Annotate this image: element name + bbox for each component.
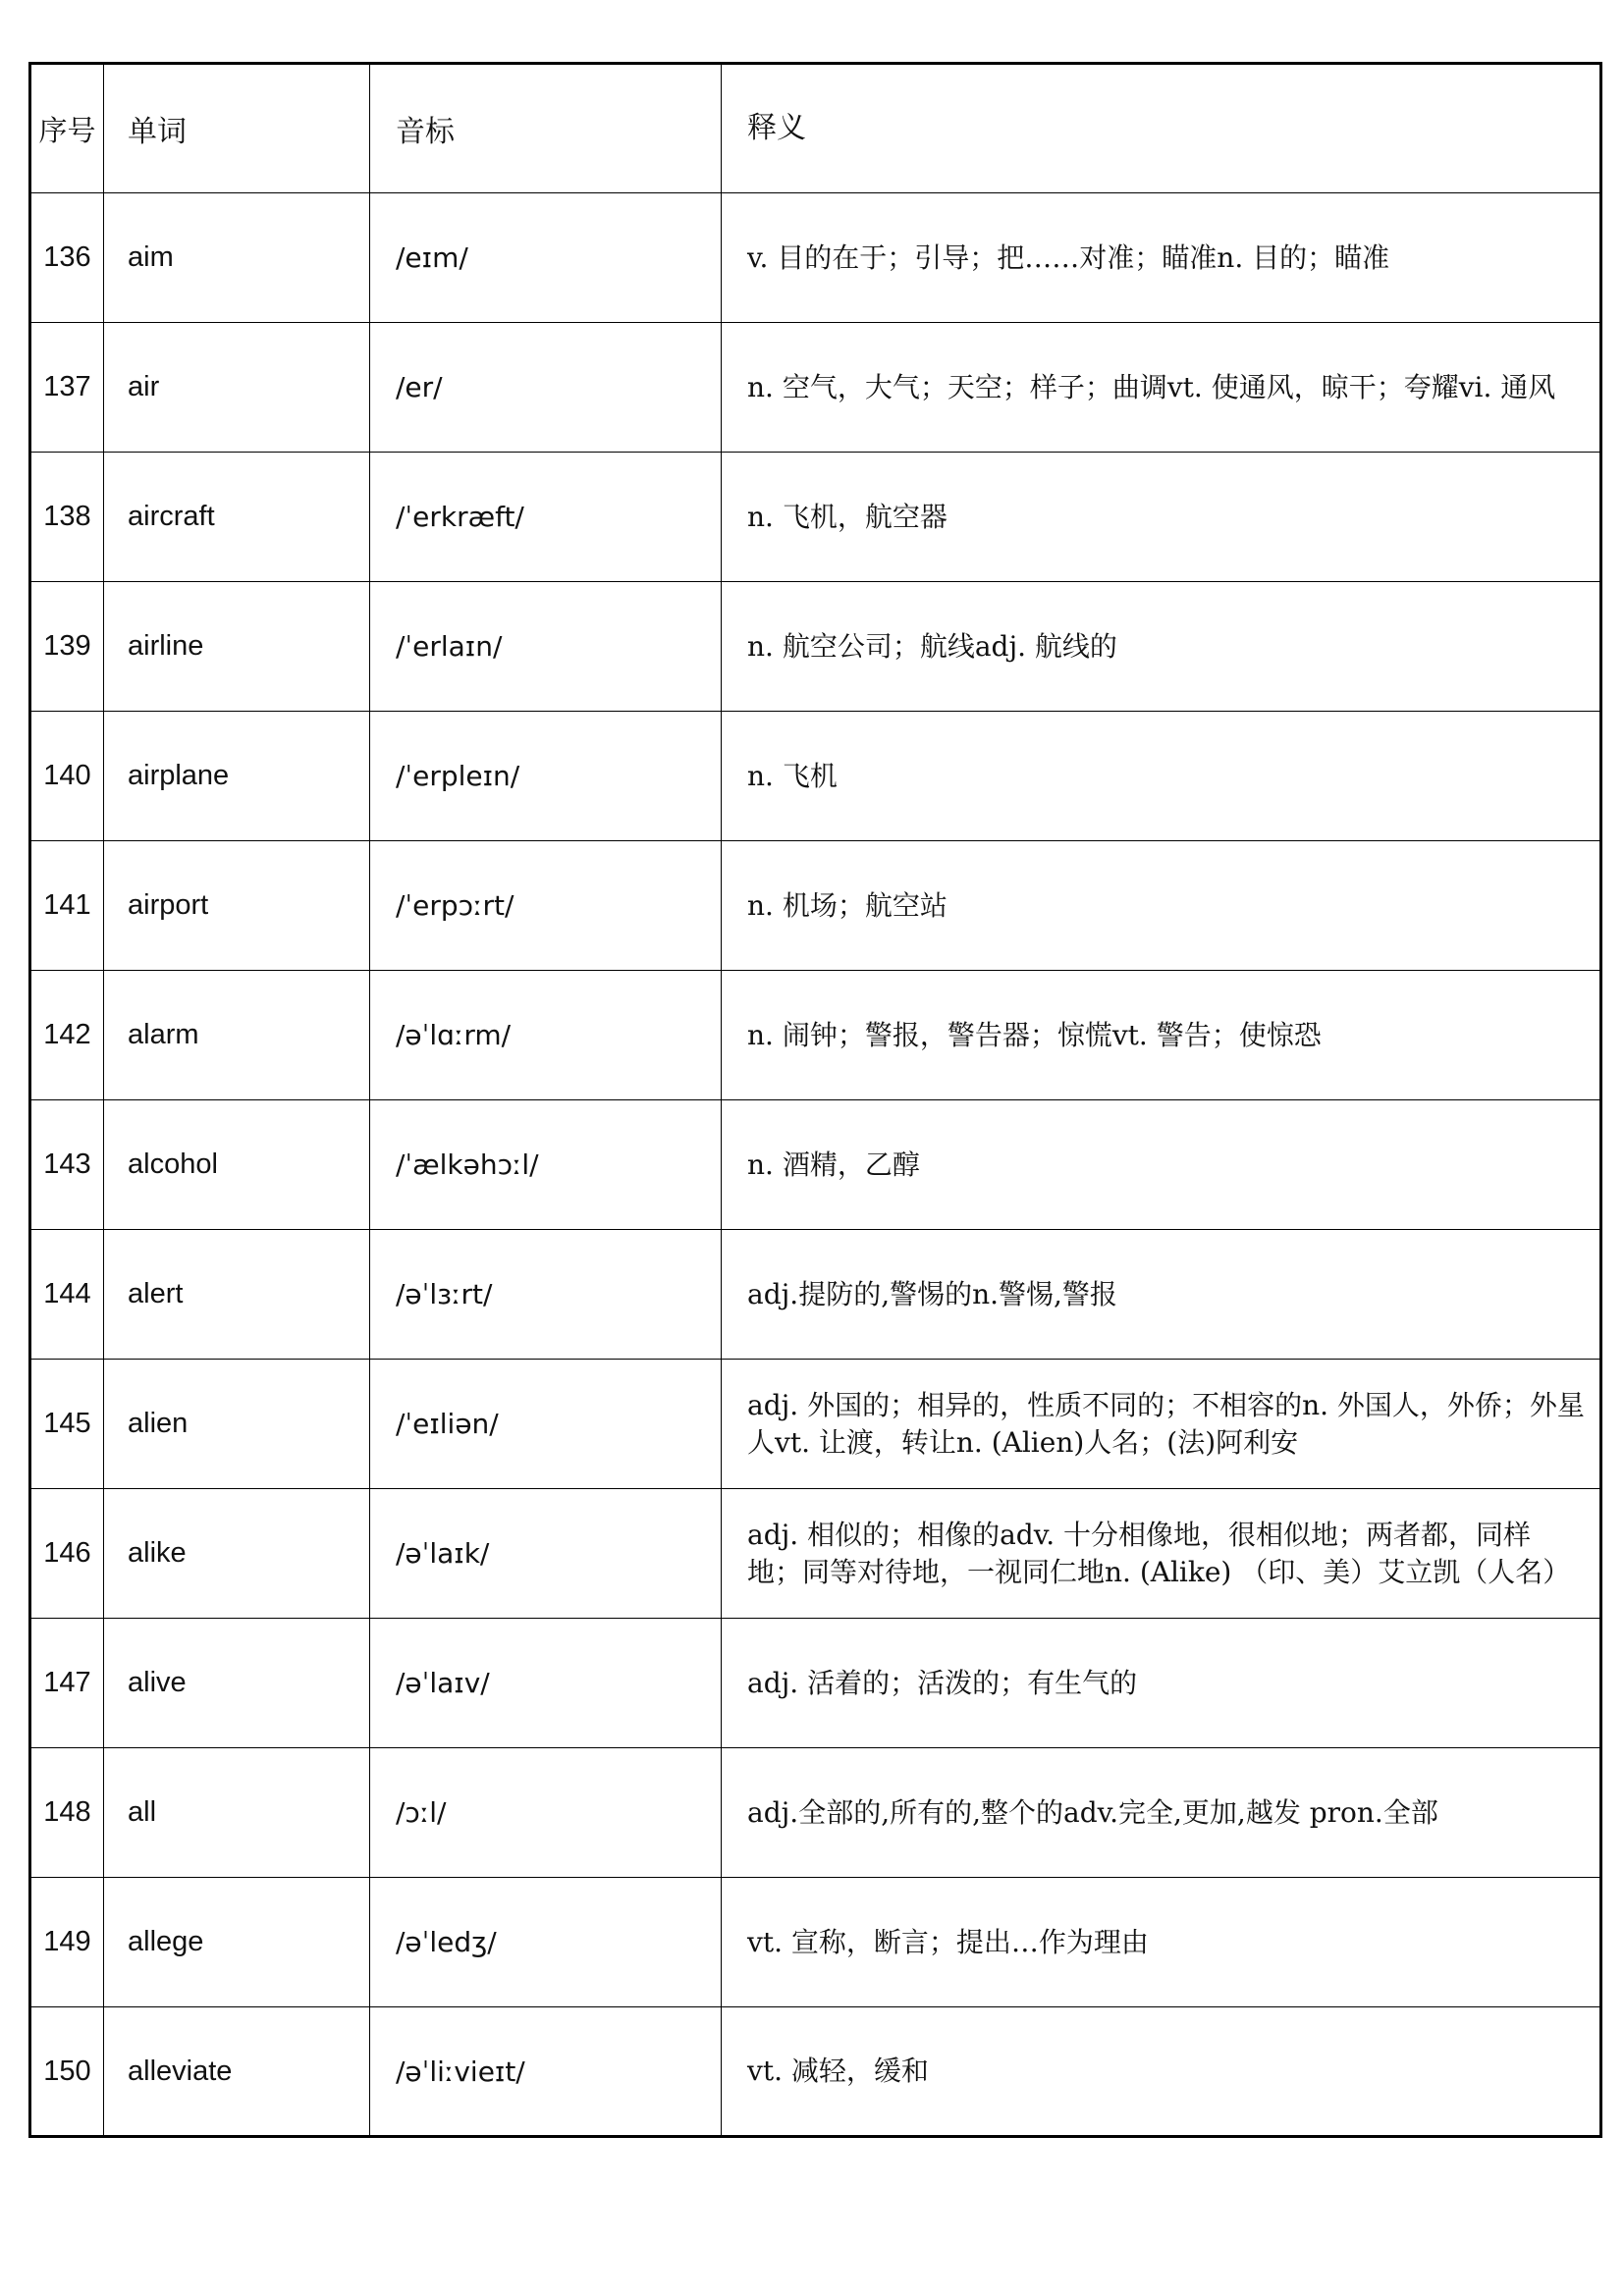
row-word: airline <box>104 582 370 712</box>
row-word: air <box>104 323 370 453</box>
row-meaning: n. 机场；航空站 <box>722 841 1601 971</box>
table-row <box>30 1489 1601 1619</box>
row-index: 148 <box>30 1748 104 1878</box>
row-meaning: n. 飞机，航空器 <box>722 453 1601 582</box>
row-meaning: n. 飞机 <box>722 712 1601 841</box>
row-meaning: vt. 宣称，断言；提出…作为理由 <box>722 1878 1601 2007</box>
table-row <box>30 1360 1601 1489</box>
row-index: 145 <box>30 1360 104 1489</box>
row-meaning: adj.提防的,警惕的n.警惕,警报 <box>722 1230 1601 1360</box>
table-row <box>30 712 1601 841</box>
table-row <box>30 1748 1601 1878</box>
row-index: 149 <box>30 1878 104 2007</box>
row-phonetic: /er/ <box>370 323 722 453</box>
row-phonetic: /əˈlɜːrt/ <box>370 1230 722 1360</box>
table-row <box>30 2007 1601 2137</box>
row-meaning: adj. 活着的；活泼的；有生气的 <box>722 1619 1601 1748</box>
row-phonetic: /əˈledʒ/ <box>370 1878 722 2007</box>
row-phonetic: /ˈerpleɪn/ <box>370 712 722 841</box>
row-word: alive <box>104 1619 370 1748</box>
row-index: 136 <box>30 193 104 323</box>
header-index: 序号 <box>30 64 104 193</box>
table-row <box>30 1230 1601 1360</box>
row-meaning: adj. 外国的；相异的，性质不同的；不相容的n. 外国人，外侨；外星人vt. 让渡，转让n. (Alien)人名；(法)阿利安 <box>722 1360 1601 1489</box>
row-phonetic: /əˈlɑːrm/ <box>370 971 722 1100</box>
row-index: 150 <box>30 2007 104 2137</box>
header-phonetic: 音标 <box>370 64 722 193</box>
row-word: all <box>104 1748 370 1878</box>
table-row <box>30 841 1601 971</box>
row-meaning: n. 空气，大气；天空；样子；曲调vt. 使通风，晾干；夸耀vi. 通风 <box>722 323 1601 453</box>
row-phonetic: /eɪm/ <box>370 193 722 323</box>
row-word: alert <box>104 1230 370 1360</box>
table-row <box>30 1100 1601 1230</box>
row-phonetic: /əˈlaɪk/ <box>370 1489 722 1619</box>
row-index: 139 <box>30 582 104 712</box>
row-phonetic: /ˈeɪliən/ <box>370 1360 722 1489</box>
row-index: 146 <box>30 1489 104 1619</box>
row-phonetic: /əˈliːvieɪt/ <box>370 2007 722 2137</box>
vocabulary-table <box>28 62 1602 2138</box>
row-meaning: n. 酒精，乙醇 <box>722 1100 1601 1230</box>
row-index: 138 <box>30 453 104 582</box>
row-word: aircraft <box>104 453 370 582</box>
table-row <box>30 323 1601 453</box>
table-row <box>30 971 1601 1100</box>
row-phonetic: /ˈerkræft/ <box>370 453 722 582</box>
row-word: alike <box>104 1489 370 1619</box>
row-index: 143 <box>30 1100 104 1230</box>
row-word: alien <box>104 1360 370 1489</box>
row-word: allege <box>104 1878 370 2007</box>
row-phonetic: /ɔːl/ <box>370 1748 722 1878</box>
row-meaning: adj. 相似的；相像的adv. 十分相像地，很相似地；两者都，同样地；同等对待地，一视同仁地n. (Alike) （印、美）艾立凯（人名） <box>722 1489 1601 1619</box>
table-header-row <box>30 64 1601 193</box>
row-phonetic: /ˈerpɔːrt/ <box>370 841 722 971</box>
row-word: airport <box>104 841 370 971</box>
row-phonetic: /əˈlaɪv/ <box>370 1619 722 1748</box>
table-row <box>30 193 1601 323</box>
header-meaning: 释义 <box>722 64 1601 193</box>
row-word: airplane <box>104 712 370 841</box>
row-index: 147 <box>30 1619 104 1748</box>
row-meaning: v. 目的在于；引导；把……对准；瞄准n. 目的；瞄准 <box>722 193 1601 323</box>
row-index: 142 <box>30 971 104 1100</box>
row-index: 141 <box>30 841 104 971</box>
row-phonetic: /ˈerlaɪn/ <box>370 582 722 712</box>
row-index: 137 <box>30 323 104 453</box>
row-meaning: n. 闹钟；警报，警告器；惊慌vt. 警告；使惊恐 <box>722 971 1601 1100</box>
row-word: alarm <box>104 971 370 1100</box>
row-word: alleviate <box>104 2007 370 2137</box>
row-index: 144 <box>30 1230 104 1360</box>
row-word: aim <box>104 193 370 323</box>
row-meaning: n. 航空公司；航线adj. 航线的 <box>722 582 1601 712</box>
table-row <box>30 453 1601 582</box>
row-word: alcohol <box>104 1100 370 1230</box>
row-index: 140 <box>30 712 104 841</box>
header-word: 单词 <box>104 64 370 193</box>
row-meaning: vt. 减轻，缓和 <box>722 2007 1601 2137</box>
table-row <box>30 582 1601 712</box>
row-phonetic: /ˈælkəhɔːl/ <box>370 1100 722 1230</box>
table-row <box>30 1619 1601 1748</box>
row-meaning: adj.全部的,所有的,整个的adv.完全,更加,越发 pron.全部 <box>722 1748 1601 1878</box>
vocabulary-table-body <box>30 64 1601 2137</box>
table-row <box>30 1878 1601 2007</box>
